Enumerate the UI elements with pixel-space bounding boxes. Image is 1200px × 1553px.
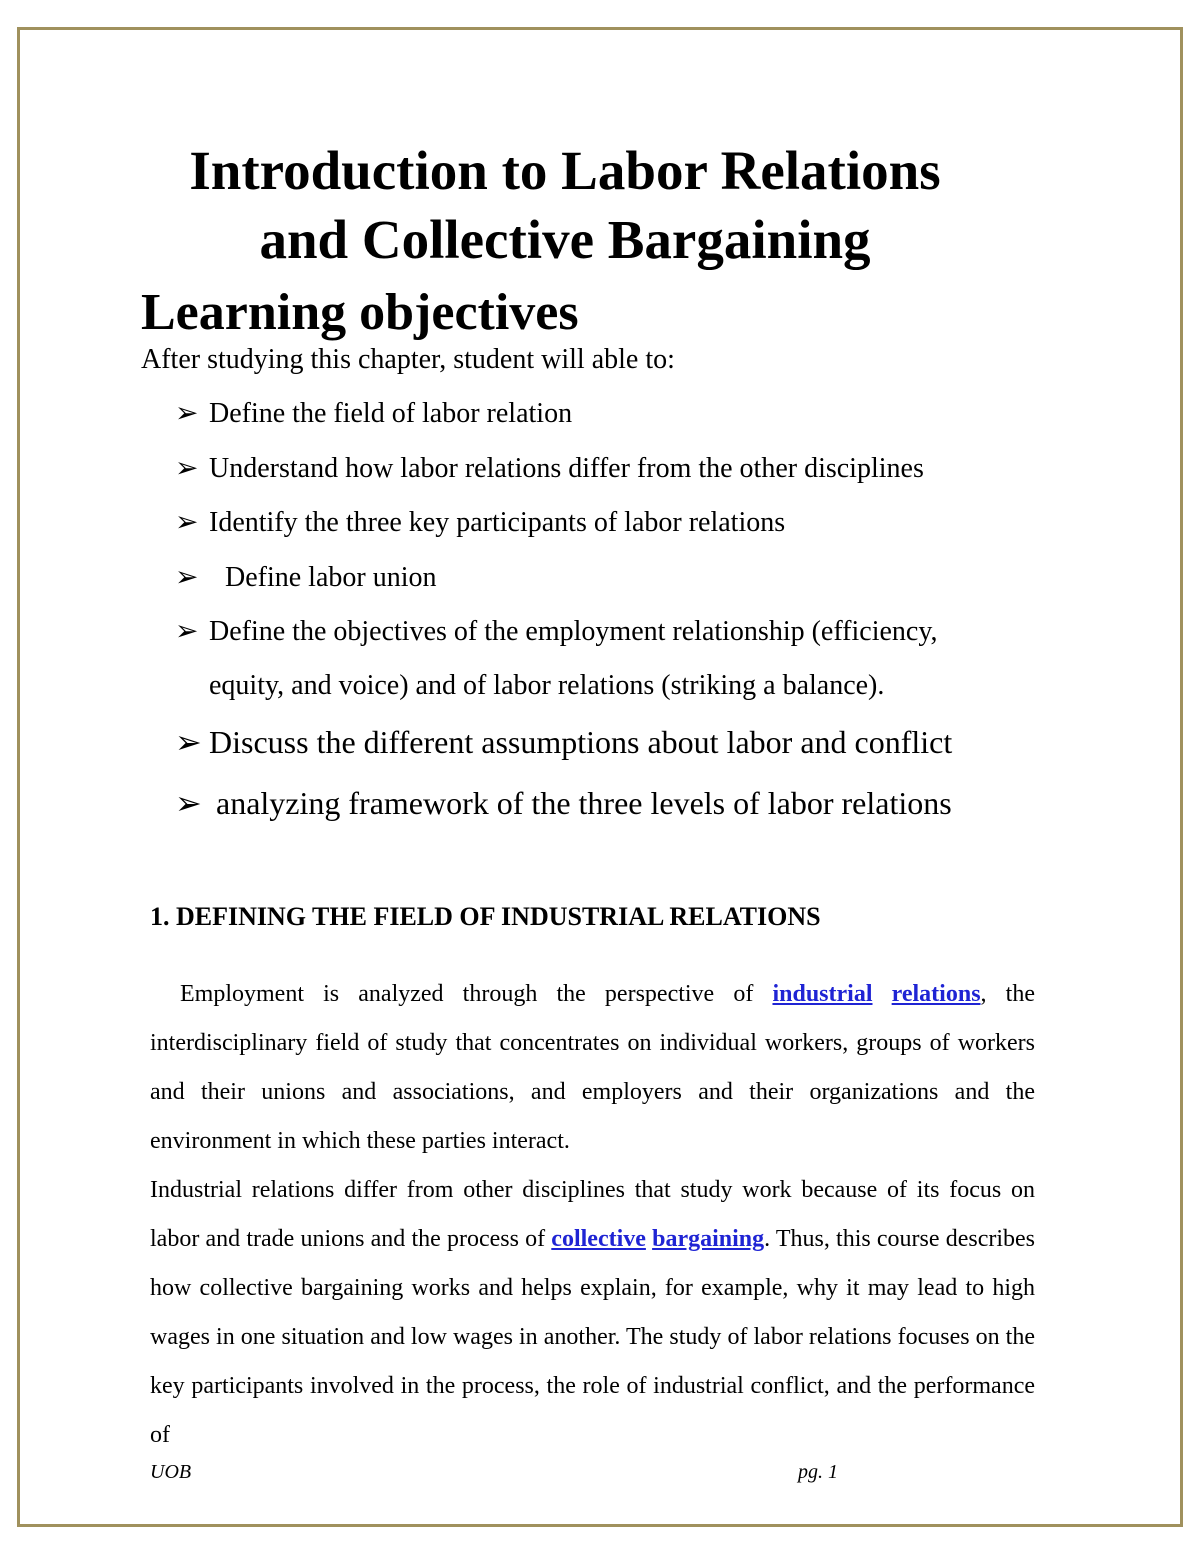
arrow-bullet-icon: ➢: [175, 616, 199, 647]
learning-objectives-intro: After studying this chapter, student will able to:: [141, 344, 675, 375]
arrow-bullet-icon: ➢: [175, 562, 199, 593]
arrow-bullet-icon: ➢: [175, 398, 199, 429]
objective-text-continuation: equity, and voice) and of labor relations (striking a balance).: [209, 670, 885, 701]
objective-item: [175, 722, 952, 762]
objective-item: [175, 505, 785, 541]
arrow-bullet-icon: ➢: [175, 785, 202, 821]
paragraph-text: . Thus, this course describes how collective bargaining works and helps explain, for example, why it may lead to high wages in one situation and low wages in another. The study of labor relations focuses on the key participants involved in the process, the role of industrial conflict, and the performance of: [150, 1226, 1036, 1448]
objective-text: analyzing framework of the three levels of labor relations: [216, 785, 952, 821]
objective-text: Define labor union: [225, 562, 437, 593]
collective-link[interactable]: collective: [551, 1226, 646, 1252]
bargaining-link[interactable]: bargaining: [652, 1226, 765, 1252]
document-title-line-1: Introduction to Labor Relations: [189, 140, 941, 201]
body-paragraph: [150, 1166, 1035, 1460]
body-paragraph: [150, 970, 1035, 1166]
objective-item: [175, 783, 952, 823]
footer-page-number: pg. 1: [798, 1461, 838, 1483]
paragraph-text: Industrial relations differ from other disciplines that study work because of its focus on labor and trade unions and the process of: [150, 1177, 1035, 1252]
arrow-bullet-icon: ➢: [175, 453, 199, 484]
objective-item: [175, 560, 437, 596]
objective-text: Understand how labor relations differ from the other disciplines: [209, 453, 924, 484]
objective-text: Define the objectives of the employment relationship (efficiency,: [209, 616, 938, 647]
relations-link[interactable]: relations: [891, 981, 981, 1007]
section-heading: 1. DEFINING THE FIELD OF INDUSTRIAL RELATIONS: [150, 902, 821, 931]
industrial-link[interactable]: industrial: [772, 981, 873, 1007]
objective-text: Discuss the different assumptions about labor and conflict: [209, 724, 953, 760]
objective-text: Define the field of labor relation: [209, 398, 573, 429]
arrow-bullet-icon: ➢: [175, 724, 202, 760]
objective-item: [175, 451, 924, 487]
objective-text: Identify the three key participants of labor relations: [209, 507, 786, 538]
footer-institution: UOB: [150, 1461, 192, 1483]
arrow-bullet-icon: ➢: [175, 507, 199, 538]
objective-item: [175, 614, 938, 650]
paragraph-text: , the interdisciplinary field of study that concentrates on individual workers, groups of workers and their unions and associations, and employers and their organizations and the environment in which these parties interact.: [150, 981, 1035, 1154]
learning-objectives-heading: Learning objectives: [141, 284, 579, 341]
paragraph-text: Employment is analyzed through the perspective of: [180, 981, 773, 1007]
document-title-line-2: and Collective Bargaining: [259, 209, 871, 270]
objective-item: [175, 396, 572, 432]
